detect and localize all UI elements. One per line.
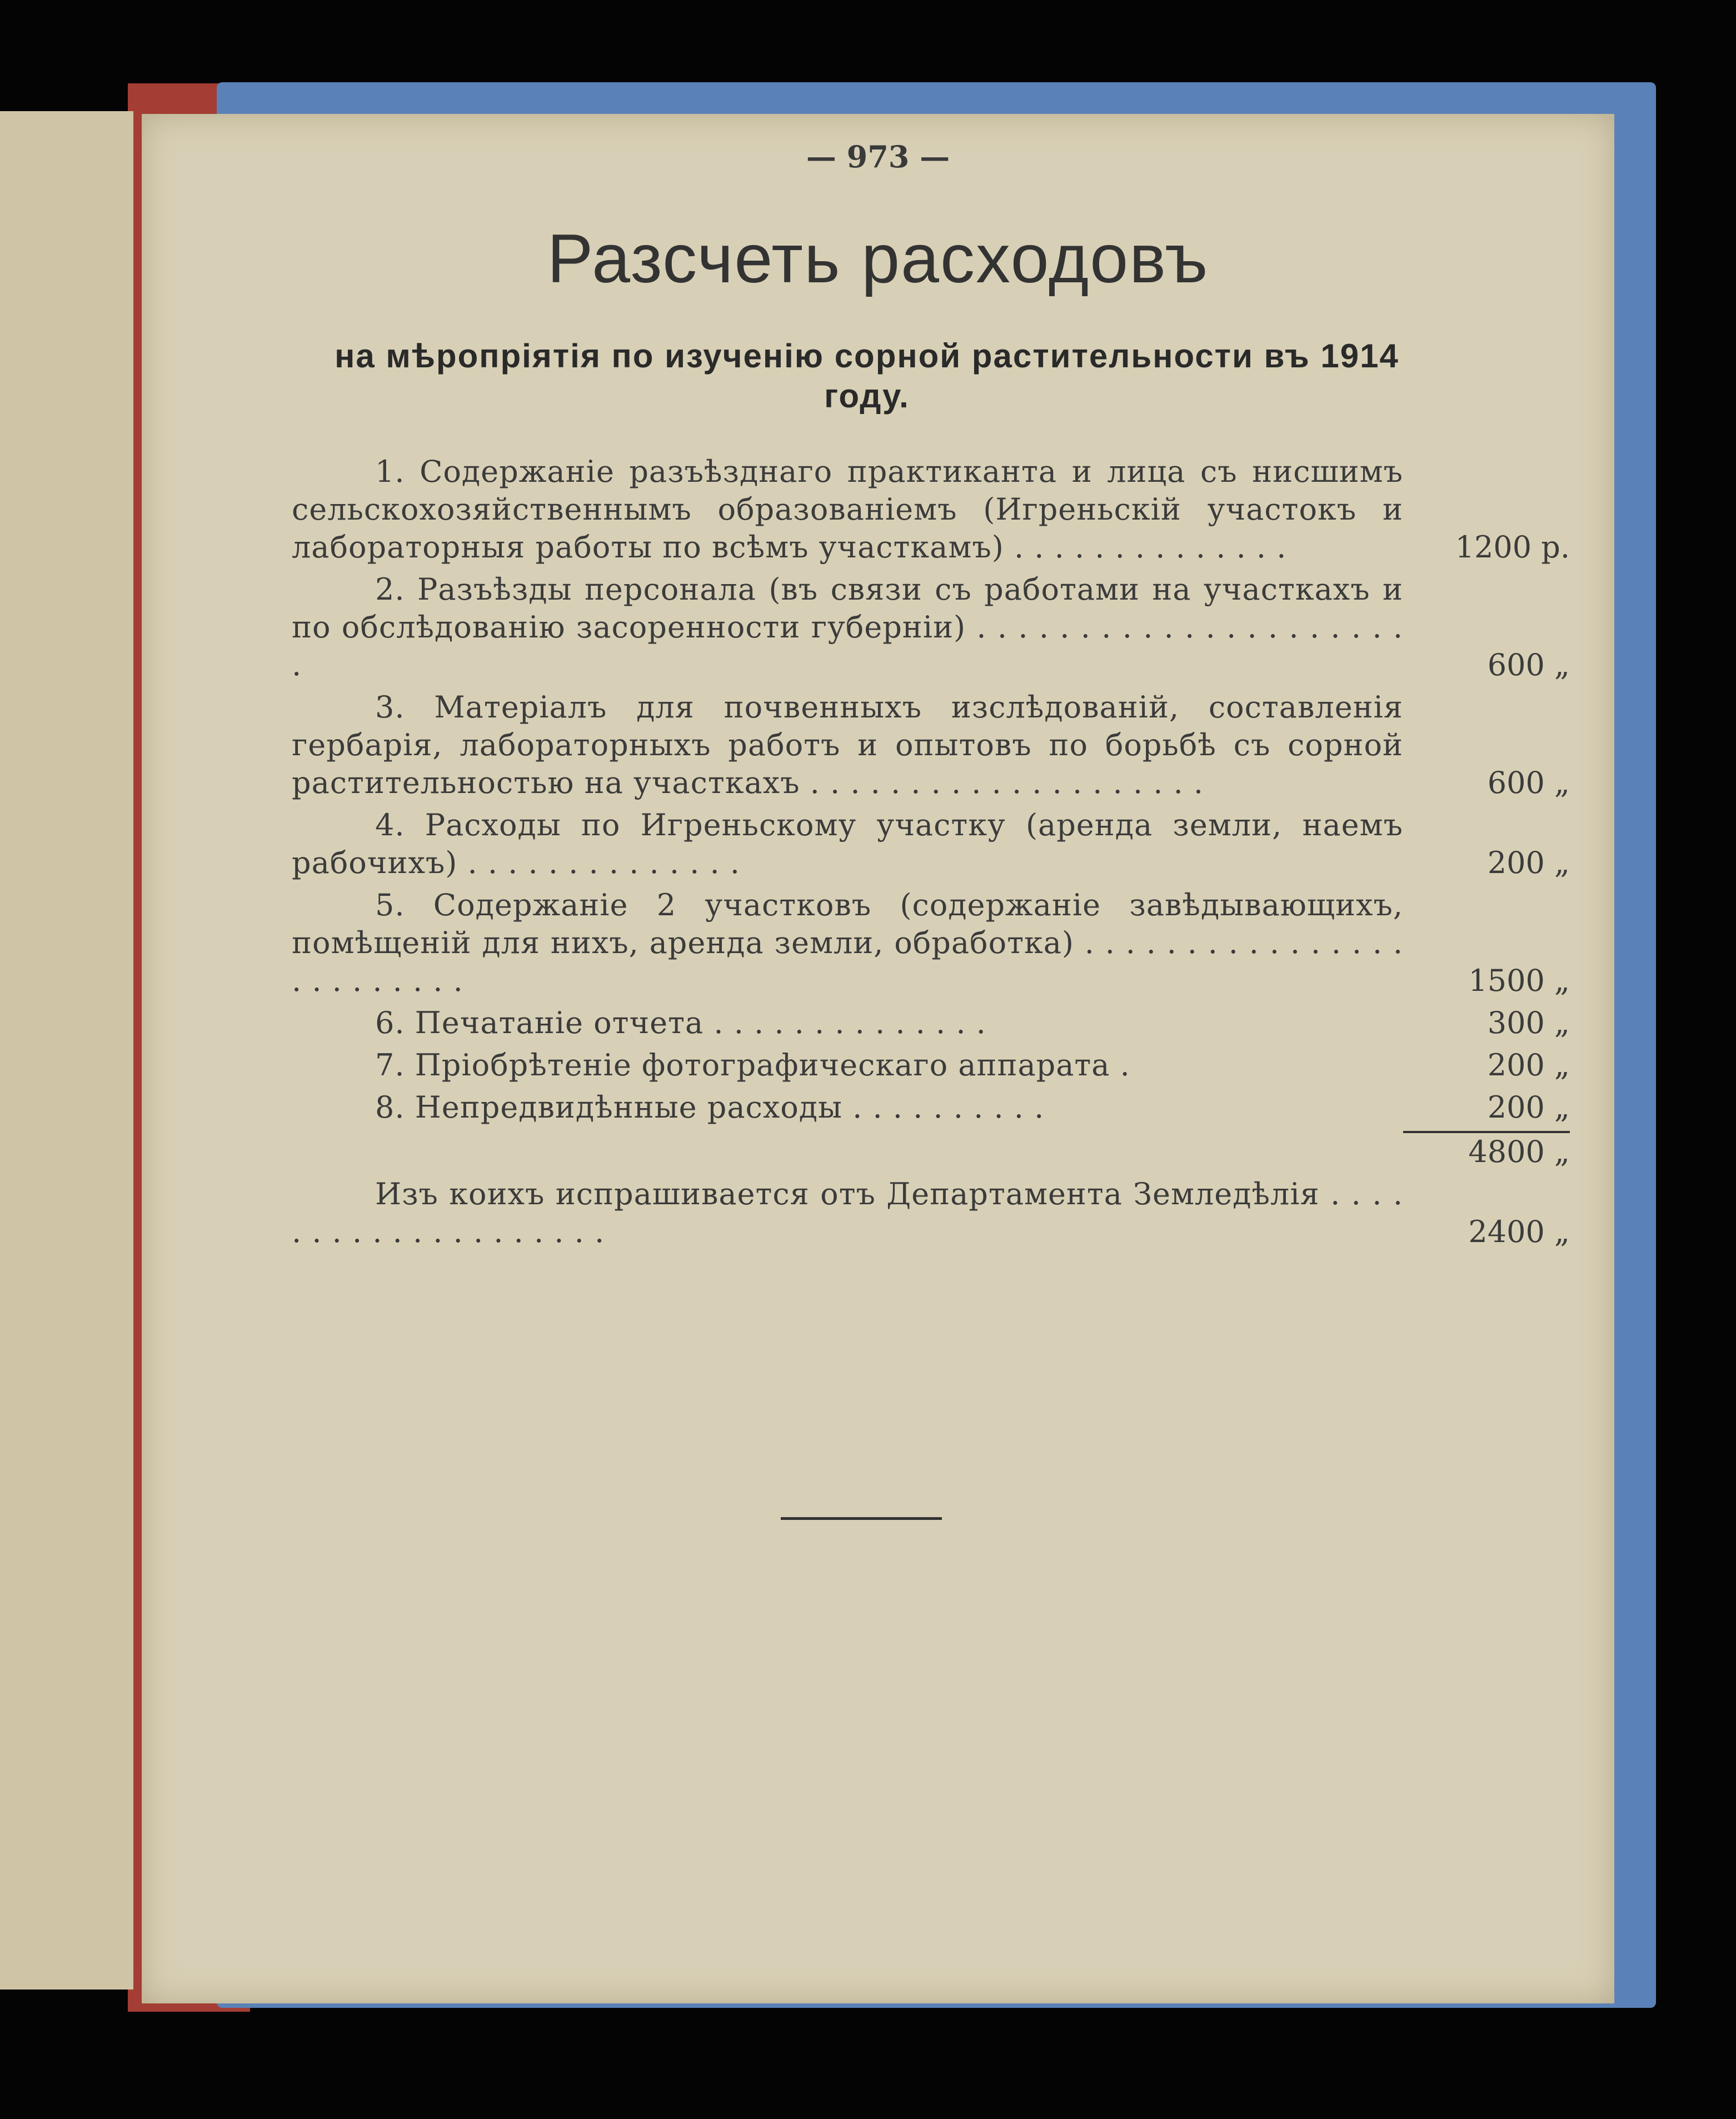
page-number: — 973 — — [806, 139, 950, 174]
expense-item-text: 4. Расходы по Игреньскому участку (аренда земли, наемъ рабочихъ) . . . . . . . . . . . . . . — [292, 807, 1403, 880]
end-rule-divider — [781, 1517, 942, 1520]
expense-item-text: 7. Пріобрѣтеніе фотографическаго аппарата . — [375, 1048, 1130, 1083]
expense-item-amount: 200 „ — [1487, 1090, 1570, 1125]
expense-item-amount: 200 „ — [1487, 845, 1570, 880]
expense-list — [292, 453, 1570, 1255]
expense-item-text: 5. Содержаніе 2 участковъ (содержаніе завѣдывающихъ, помѣщеній для нихъ, аренда земли, обработка) . . . . . . . . . . . . . . . . . . . . . . . . . — [292, 888, 1403, 998]
request-text: Изъ коихъ испрашивается отъ Департамента Земледѣлія . . . . . . . . . . . . . . . . . . . . — [292, 1176, 1403, 1249]
expense-item-4 — [292, 806, 1570, 882]
expense-item-amount: 200 „ — [1487, 1048, 1570, 1083]
expense-item-amount: 300 „ — [1487, 1005, 1570, 1040]
expense-item-amount: 1200 р. — [1455, 530, 1570, 565]
expense-item-text: 3. Матеріалъ для почвенныхъ изслѣдованій, составленія гербарія, лабораторныхъ работъ и опытовъ по борьбѣ съ сорной растительностью на участкахъ . . . . . . . . . . . . . . . . . . . . — [292, 690, 1403, 800]
total-row — [292, 1131, 1570, 1170]
expense-item-8 — [292, 1089, 1570, 1126]
expense-item-text: 1. Содержаніе разъѣзднаго практиканта и лица съ нисшимъ сельскохозяйственнымъ образованіемъ (Игреньскій участокъ и лабораторныя работы по всѣмъ участкамъ) . . . . . . . . . . . . . . — [292, 454, 1403, 565]
page-subtitle: на мѣропріятія по изученію сорной растительности въ 1914 году. — [335, 337, 1399, 415]
expense-item-text: 8. Непредвидѣнные расходы . . . . . . . . . . — [375, 1090, 1045, 1125]
expense-item-1 — [292, 453, 1570, 566]
total-amount: 4800 „ — [1468, 1134, 1570, 1169]
expense-item-7 — [292, 1046, 1570, 1084]
expense-item-text: 2. Разъѣзды персонала (въ связи съ работами на участкахъ и по обслѣдованію засоренности губерніи) . . . . . . . . . . . . . . . . . . . . . . — [292, 572, 1403, 682]
expense-item-amount: 1500 „ — [1468, 963, 1570, 998]
expense-item-5 — [292, 886, 1570, 1000]
request-item — [292, 1175, 1570, 1251]
request-amount: 2400 „ — [1468, 1214, 1570, 1249]
document-page — [142, 114, 1614, 2003]
expense-item-text: 6. Печатаніе отчета . . . . . . . . . . . . . . — [375, 1005, 986, 1040]
expense-item-6 — [292, 1004, 1570, 1042]
expense-item-2 — [292, 571, 1570, 684]
expense-item-amount: 600 „ — [1487, 765, 1570, 800]
page-title: Разсчеть расходовъ — [547, 221, 1209, 297]
left-page-edge — [0, 111, 133, 1990]
expense-item-3 — [292, 689, 1570, 802]
expense-item-amount: 600 „ — [1487, 647, 1570, 682]
